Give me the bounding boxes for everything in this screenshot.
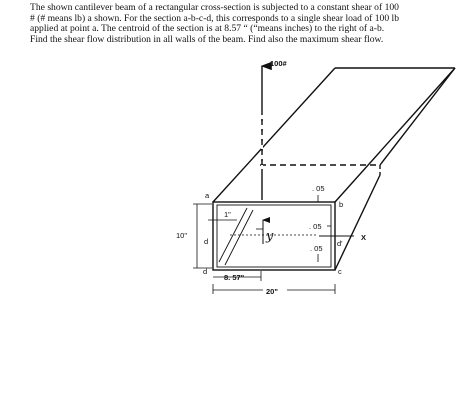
point-d-mid-label: d (204, 237, 209, 246)
beam-outline (213, 68, 455, 270)
thickness-annotations (309, 184, 343, 262)
load-label: 100# (270, 59, 287, 68)
width-dim-label: 20" (266, 287, 278, 296)
section-outer (213, 202, 335, 270)
thickness-side-label: d' (337, 239, 343, 248)
point-b-label: b (339, 200, 344, 209)
offset-dimension (213, 271, 261, 282)
problem-line-4: Find the shear flow distribution in all walls of the beam. Find also the maximum shear flow. (30, 33, 384, 45)
problem-line-2: # (# means lb) a shown. For the section a-b-c-d, this corresponds to a single shear load of 100 lb (30, 12, 400, 24)
section-inner (217, 205, 331, 267)
thickness-middle-label: . 05 (309, 222, 322, 231)
wall-dim-label: 1" (224, 210, 231, 219)
height-dim-label: 10" (176, 231, 188, 240)
x-axis-label: X (361, 233, 367, 242)
right-back-edge (380, 68, 455, 165)
thickness-bottom-label: . 05 (310, 244, 323, 253)
load-arrow (262, 59, 288, 200)
problem-line-3: applied at point a. The centroid of the section is at 8.57 “ (“means inches) to the right of a-b. (30, 23, 385, 35)
point-c-label: c (338, 267, 342, 276)
point-a-label: a (205, 191, 210, 200)
thickness-top-label: . 05 (312, 184, 325, 193)
y-axis (256, 220, 274, 244)
top-left-edge (213, 68, 335, 202)
right-lower-edge (335, 175, 380, 270)
height-dimension (176, 204, 212, 268)
top-right-edge (335, 68, 455, 202)
y-axis-label: y (266, 229, 274, 244)
problem-line-1: The shown cantilever beam of a rectangular cross-section is subjected to a constant shear of 100 (30, 2, 399, 13)
width-dimension (213, 284, 335, 296)
offset-dim-label: 8. 57" (224, 273, 245, 282)
point-d-label: d (203, 267, 208, 276)
